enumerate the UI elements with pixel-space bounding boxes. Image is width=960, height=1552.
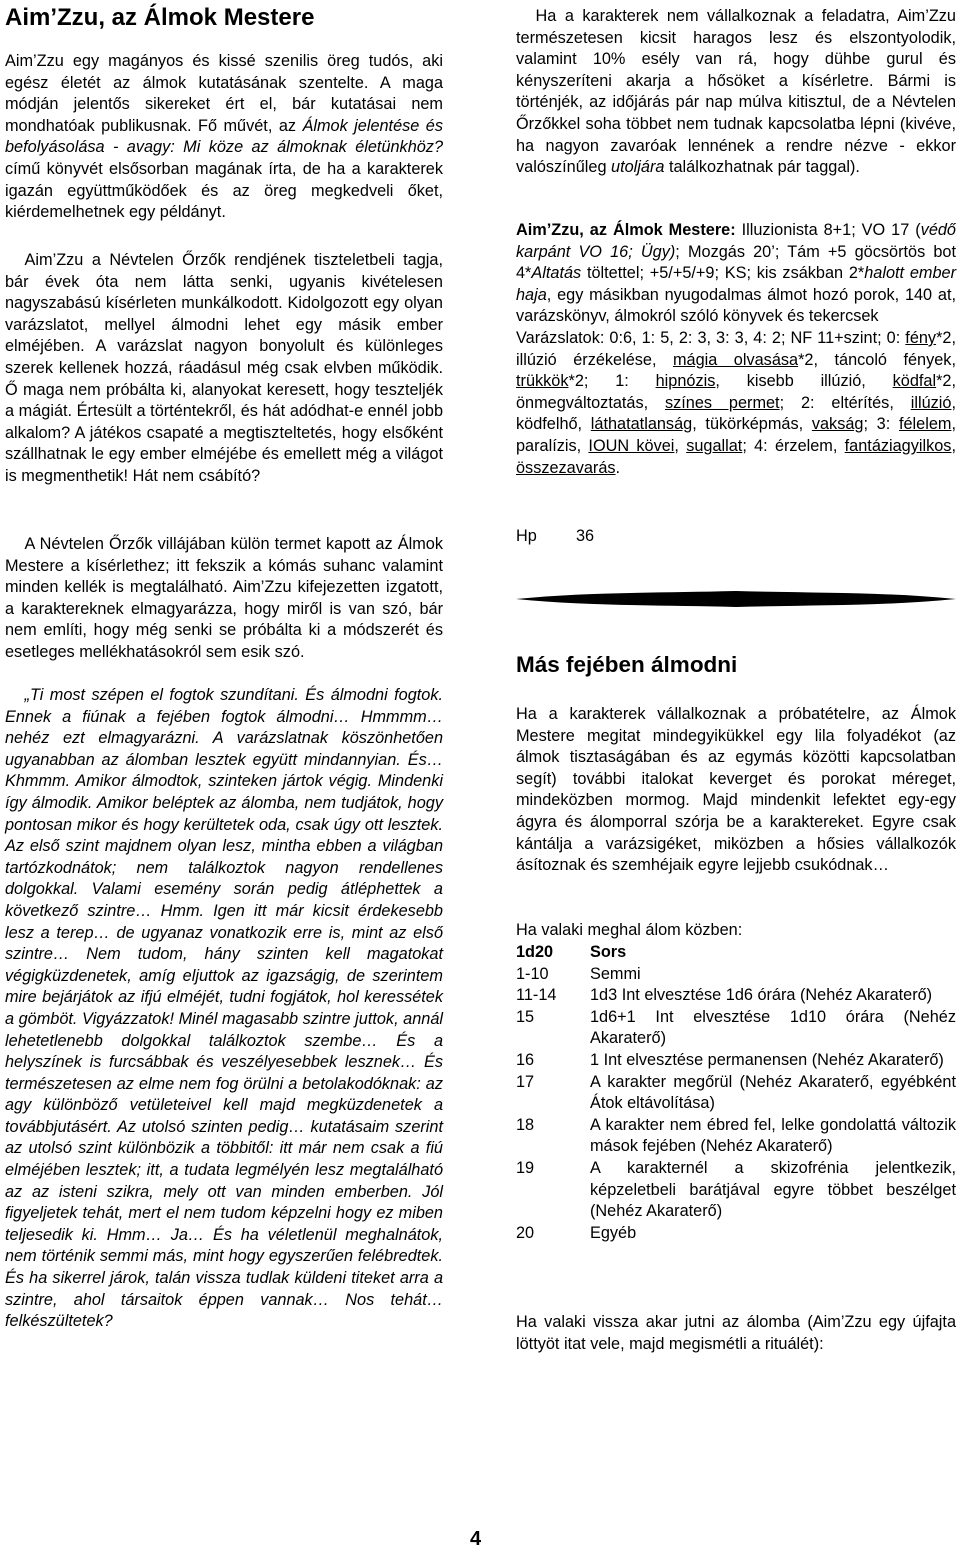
spell-sep-2: *2, táncoló fények, <box>798 350 956 369</box>
stat-cloak: védő karpánt VO 16; Ügy) <box>516 221 956 261</box>
stat-text-3: töltettel; +5/+5/+9; KS; kis zsákban 2* <box>581 264 865 283</box>
spell-sep-11: , <box>674 436 687 455</box>
return-paragraph: Ha valaki vissza akar jutni az álomba (Aim’Zzu egy újfajta löttyöt itat vele, majd megismétli a rituálét): <box>516 1313 956 1353</box>
stat-text-4: , egy másikban nyugodalmas álmot hozó porok, 140 at, varázskönyv, álmokról szóló könyvek és tekercsek <box>516 285 956 326</box>
refusal-text-a: Ha a karakterek nem vállalkoznak a feladatra, Aim’Zzu természetesen kicsit haragos lesz és elszontyolodik, valamint 10% esély van rá, hogy dühbe gurul és kényszeríteni akarja a hősöket a kísérletre. Bármi is történjék, az időjárás pár nap múlva kitisztul, de a Névtelen Őrzőkkel soha többet nem tudnak kapcsolatba lépni (kivéve, ha nagyon zavaróak lennének a rendre nézve - ekkor valószínűleg <box>516 7 956 177</box>
table-row <box>516 1115 956 1158</box>
spell-hipnozis: hipnózis <box>655 372 716 391</box>
section-title: Más fejében álmodni <box>516 652 738 677</box>
stat-block <box>516 220 956 479</box>
spell-kodfal: ködfal <box>892 372 937 391</box>
table-cell-roll: 19 <box>516 1158 535 1177</box>
table-row <box>516 1007 956 1050</box>
table-row <box>516 1050 956 1072</box>
spell-sep-14: . <box>615 458 621 477</box>
spell-osszezavaras: összezavarás <box>516 458 616 477</box>
table-cell-roll: 20 <box>516 1223 535 1242</box>
spell-vaksag: vakság <box>811 415 864 434</box>
hp-line <box>516 526 594 548</box>
spell-sep-13: , <box>951 436 956 455</box>
table-cell-roll: 1-10 <box>516 964 549 983</box>
spell-sep-1: *2, illúzió érzékelése, <box>516 328 956 369</box>
page-title: Aim’Zzu, az Álmok Mestere <box>5 4 315 31</box>
intro-text-b: című könyvét elsősorban magának írta, de ha a karakterek igazán együttműködőek és az öreg megkedveli őket, kiérdemelhetnek egy példányt. <box>5 159 443 222</box>
table-cell-fate: A karakternél a skizofrénia jelentkezik, képzeletbeli barátjával egyre többet beszélget (Nehéz Akaraterő) <box>590 1158 956 1221</box>
spell-sep-4: , kisebb illúzió, <box>715 372 893 391</box>
table-cell-roll: 11-14 <box>516 986 557 1005</box>
spell-sep-8: , tükörképmás, <box>692 415 812 434</box>
spell-sep-3: *2; 1: <box>568 372 656 391</box>
fate-table-header <box>516 942 956 964</box>
villa-paragraph: A Névtelen Őrzők villájában külön termet kapott az Álmok Mestere a kísérlethez; itt fekszik a kómás suhanc valamint minden kellék is megtalálható. Aim’Zzu kifejezetten izgatott, a karaktereknek elmagyarázza, hogy miről is van szó, bár nem említi, hogy még senki se próbálta ki a módszerét és esetleges mellékhatásokról sem esik szó. <box>5 535 443 661</box>
stat-halott: halott ember haja <box>516 264 956 304</box>
spell-feny: fény <box>905 328 937 347</box>
hp-label: Hp <box>516 527 537 545</box>
refusal-paragraph <box>516 6 956 179</box>
spell-felelem: félelem <box>898 415 952 434</box>
table-header-roll: 1d20 <box>516 943 554 961</box>
table-row <box>516 985 956 1007</box>
table-header-fate: Sors <box>590 943 627 961</box>
refusal-text-b: találkozhatnak pár taggal). <box>664 158 860 177</box>
spell-sep-12: ; 4: érzelem, <box>742 436 845 455</box>
table-cell-roll: 18 <box>516 1115 535 1134</box>
table-cell-roll: 15 <box>516 1007 535 1026</box>
table-row <box>516 964 956 986</box>
stat-text-2: ; Mozgás 20’; Tám +5 göcsörtös bot 4* <box>516 242 956 283</box>
spell-sep-7: , ködfelhő, <box>516 393 956 434</box>
table-cell-fate: 1d3 Int elvesztése 1d6 órára (Nehéz Akaraterő) <box>590 986 933 1005</box>
hp-value: 36 <box>576 527 595 545</box>
table-cell-fate: 1 Int elvesztése permanensen (Nehéz Akaraterő) <box>590 1050 944 1069</box>
fate-table <box>516 942 956 1244</box>
spell-sep-10: , paralízis, <box>516 415 956 455</box>
spell-fantaziagyilkos: fantáziagyilkos <box>844 436 952 455</box>
table-cell-roll: 16 <box>516 1050 535 1069</box>
speech-paragraph: „Ti most szépen el fogtok szundítani. És álmodni fogtok. Ennek a fiúnak a fejében fogtok álmodni… Hmmmm… nehéz ezt elmagyarázni. A varázslatnak köszönhetően ugyanabban az álomban lesztek együtt mindannyian. És… Khmmm. Amikor álmodtok, szinteken jártok végig. Mindenki így álmodik. Amikor beléptek az álomba, nem tudjátok, hogy pontosan mikor és hogy kerültetek oda, csak úgy ott lesztek. Az első szint majdnem olyan lesz, mintha ebben a világban tartózkodnátok; nem találkoztok nagyon rendellenes dolgokkal. Valami esemény során pedig átléphettek a következő szintre… Hmm. Igen itt már kicsit érdekesebb lesz a terep… de ugyanaz vonatkozik erre is, mint az első szintre… Nem tudom, hány szinten kell magatokat végigküzdenetek, amíg eljuttok az igazságig, de szerintem mire bejárjátok az ifjú elméjét, tudni fogjátok, hol keressétek a gömböt. Vigyázzatok! Minél magasabb szintre juttok, annál lehetetlenebb dolgokkal találkoztok szembe… És a helyszínek is furcsábbak és veszélyesebbek lesznek… És természetesen az elme nem fog örülni a betolakodóknak: az agy különböző vetületeivel kell majd megküzdenetek a továbbjutásért. Az utolsó szinten pedig… kutatásaim szerint az utolsó szint különbözik a többitől: itt már nem csak a fiú elméjében lesztek; itt, a tudata legmélyén lesz megtalálható az az isteni szikra, mely ott van minden emberben. Jól figyeljetek tehát, mert el nem tudom képzelni hogy ez miben teljesedik ki. Hmm… Ja… És ha véletlenül meghalnátok, nem történik semmi más, mint hogy egyszerűen felébredtek. És ha sikerrel járok, talán vissza tudlak küldeni titeket arra a szintre, ahol társaitok éppen vannak… Nos tehát… felkészültetek? <box>5 686 443 1331</box>
section-divider <box>516 588 956 610</box>
experiment-paragraph: Aim’Zzu a Névtelen Őrzők rendjének tiszteletbeli tagja, bár évek óta nem látta senki, ugyanis kivételesen nagyszabású kísérleten munkálkodott. Kidolgozott egy olyan varázslatot, mellyel álmodni lehet egy másik ember elméjében. A varázslat nagyon bonyolult és különleges szerek kellenek hozzá, ráadásul még csak elvben működik. Ő maga nem próbálta ki, alanyokat keresett, hogy teszteljék a mágiát. Értesült a történtekről, és hát adódhat-e ennél jobb alkalom? A játékos csapaté a megtiszteltetés, hogy elsőként szállhatnak le egy ember elméjébe és emellett még a világot is megmenthetik! Hát nem csábító? <box>5 251 443 485</box>
table-cell-fate: A karakter nem ébred fel, lelke gondolattá változik mások fejében (Nehéz Akaraterő) <box>590 1115 956 1156</box>
stat-altatas: Altatás <box>531 264 582 283</box>
table-cell-fate: A karakter megőrül (Nehéz Akaraterő, egyébként Átok eltávolítása) <box>590 1072 956 1113</box>
spell-sugallat: sugallat <box>686 436 743 455</box>
spell-sep-6: ; 2: eltérítés, <box>779 393 911 412</box>
spell-sep-9: ; 3: <box>863 415 899 434</box>
table-cell-fate: Semmi <box>590 964 641 983</box>
table-cell-fate: 1d6+1 Int elvesztése 1d10 órára (Nehéz Akaraterő) <box>590 1007 956 1048</box>
spell-szines-permet: színes permet <box>665 393 780 412</box>
spell-lathatatlansag: láthatatlanság <box>590 415 693 434</box>
stat-text-1: Illuzionista 8+1; VO 17 ( <box>735 221 921 239</box>
book-title: Álmok jelentése és befolyásolása - avagy: Mi köze az álmoknak életünkhöz? <box>5 116 443 157</box>
spells-prefix: Varázslatok: 0:6, 1: 5, 2: 3, 3: 3, 4: 2; NF 11+szint; 0: <box>516 328 906 347</box>
table-cell-fate: Egyéb <box>590 1223 637 1242</box>
spell-magia-olvasasa: mágia olvasása <box>672 350 799 369</box>
page-number: 4 <box>470 1528 482 1550</box>
table-row <box>516 1072 956 1115</box>
intro-paragraph <box>5 51 443 224</box>
spell-ioun-kovei: IOUN kövei <box>588 436 675 455</box>
refusal-italic: utoljára <box>611 158 665 177</box>
spell-sep-5: *2, önmegváltoztatás, <box>516 372 956 412</box>
death-intro: Ha valaki meghal álom közben: <box>516 921 743 939</box>
stat-name: Aim’Zzu, az Álmok Mestere: <box>516 221 736 239</box>
intro-text-a: Aim’Zzu egy magányos és kissé szenilis öreg tudós, aki egész életét az álmok kutatásának szentelte. A maga módján jelentős sikereket ért el, bár kutatásai nem mondhatóak publikusnak. Fő művét, az <box>5 52 443 135</box>
table-cell-roll: 17 <box>516 1072 535 1091</box>
table-row <box>516 1223 956 1245</box>
spell-illuzio: illúzió <box>910 393 952 412</box>
ritual-paragraph: Ha a karakterek vállalkoznak a próbatételre, az Álmok Mestere megitat mindegyikükkel egy lila folyadékot (az álmok tisztaságában és az egymás közötti kapcsolatban segít) további italokat keverget és porokat méreget, mindeközben mormog. Majd mindenkit lefektet egy-egy ágyra és álomporral szórja be a karaktereket. Egyre csak kántálja a varázsigéket, miközben a hősies vállalkozók ásítoznak és szemhéjaik egyre lejjebb csukódnak… <box>516 705 956 875</box>
spell-trukkok: trükkök <box>516 372 569 391</box>
table-row <box>516 1158 956 1223</box>
